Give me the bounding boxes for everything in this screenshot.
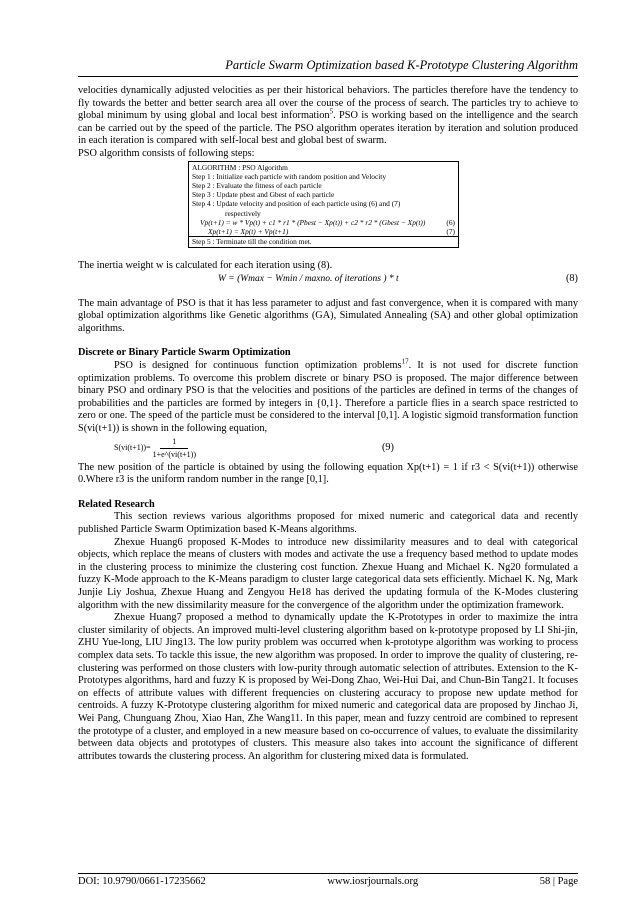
section-heading-binary-pso: Discrete or Binary Particle Swarm Optimization bbox=[78, 347, 291, 359]
eq6-formula: Vp(t+1) = w * Vp(t) + c1 * r1 * (Pbest − Xp(t)) + c2 * r2 * (Gbest − Xp(t)) bbox=[200, 217, 426, 227]
equation-6 bbox=[192, 218, 455, 227]
eq9-fraction bbox=[153, 436, 196, 462]
algo-step-5: Step 5 : Terminate till the condition met. bbox=[189, 236, 458, 246]
equation-8 bbox=[78, 273, 578, 286]
intro-text: velocities dynamically adjusted velocities as per their historical behaviors. The particles therefore have the tendency to fly towards the better and better search area all over the course of the process of search. The particles try to achieve to global minimum by using global and local best information bbox=[78, 85, 578, 122]
algo-step-4-cont: respectively bbox=[225, 208, 261, 218]
citation-ref: 17 bbox=[401, 357, 409, 366]
inertia-paragraph: The inertia weight w is calculated for each iteration using (8). bbox=[78, 260, 333, 272]
algo-step-1: Step 1 : Initialize each particle with random position and Velocity bbox=[192, 171, 387, 181]
intro-paragraph bbox=[78, 85, 578, 148]
citation-ref: 5 bbox=[329, 107, 334, 116]
eq7-number: (7) bbox=[446, 226, 455, 236]
related-paragraph-2: Zhexue Huang6 proposed K-Modes to introduce new dissimilarity measures and to deal with categorical objects, which replace the means of clusters with modes and activate the use a frequency based method to update modes in the clustering process to minimize the clustering cost function. Zhexue Huang and Michael K. Ng20 formulated a fuzzy K-Mode approach to the K-Means paradigm to cluster large categorical data sets efficiently. Michael K. Ng, Mark Junjie Liy Joshua, Zhexue Huang and Zengyou He18 has derived the updating formula of the K-Modes clustering algorithm with the new dissimilarity measure for the convergence of the algorithm under the optimization framework. bbox=[78, 536, 578, 611]
algo-step-4: Step 4 : Update velocity and position of each particle using (6) and (7) bbox=[192, 199, 401, 209]
related-paragraph-1: This section reviews various algorithms proposed for mixed numeric and categorical data and recently published Particle Swarm Optimization based K-Means algorithms. bbox=[78, 511, 578, 536]
eq9-number: (9) bbox=[381, 442, 394, 454]
sigmoid-formula bbox=[114, 436, 196, 462]
algo-step-3: Step 3 : Update pbest and Gbest of each particle bbox=[192, 190, 335, 200]
eq9-lhs: S(vi(t+1))= bbox=[114, 443, 151, 453]
footer-rule bbox=[78, 873, 578, 874]
footer-site: www.iosrjournals.org bbox=[327, 876, 419, 887]
binary-text: PSO is designed for continuous function optimization problems bbox=[114, 359, 402, 371]
eq8-number: (8) bbox=[565, 272, 578, 284]
article-body bbox=[78, 85, 578, 763]
steps-intro: PSO algorithm consists of following steps: bbox=[78, 147, 255, 159]
section-heading-related-research: Related Research bbox=[78, 498, 155, 510]
eq9-numerator: 1 bbox=[160, 436, 188, 450]
footer-doi: DOI: 10.9790/0661-17235662 bbox=[78, 876, 206, 887]
algo-step-2: Step 2 : Evaluate the fitness of each particle bbox=[192, 180, 322, 190]
equation-7 bbox=[192, 227, 455, 236]
algorithm-box bbox=[188, 161, 459, 249]
eq7-formula: Xp(t+1) = Xp(t) + Vp(t+1) bbox=[208, 226, 289, 236]
advantage-paragraph: The main advantage of PSO is that it has less parameter to adjust and fast convergence, when it is compared with many global optimization algorithms like Genetic algorithms (GA), Simulated Annealing (SA) and other global optimization algorithms. bbox=[78, 297, 578, 334]
new-position-paragraph: The new position of the particle is obtained by using the following equation Xp(t+1) = 1 if r3 < S(vi(t+1)) otherwise 0.Where r3 is the uniform random number in the range [0,1]. bbox=[78, 461, 578, 486]
eq9-denominator: 1+e^(vi(t+1)) bbox=[152, 450, 197, 460]
binary-pso-paragraph bbox=[78, 357, 579, 436]
running-header: Particle Swarm Optimization based K-Prototype Clustering Algorithm bbox=[225, 58, 578, 72]
header-rule bbox=[78, 76, 578, 77]
related-paragraph-3: Zhexue Huang7 proposed a method to dynamically update the K-Prototypes in order to maximize the intra cluster similarity of objects. An improved multi-level clustering algorithm based on k-prototype proposed by LI Shi-jin, ZHU Yue-long, LIU Jing13. The low purity problem was occurred when k-prototype algorithm was working to process complex data sets. To tackle this issue, the new algorithm was proposed. In order to improve the quality of clustering, re-clustering was performed on those clusters with low-purity through automatic selection of attributes. Extension to the K-Prototypes algorithms, hard and fuzzy K is proposed by Wei-Dong Zhao, Wei-Hui Dai, and Chun-Bin Tang21. It focuses on effects of attribute values with different frequencies on clustering accuracy to propose new update method for centroids. A fuzzy K-Prototype clustering algorithm for mixed numeric and categorical data are proposed by Jinchao Ji, Wei Pang, Chunguang Zhou, Xiao Han, Zhe Wang11. In this paper, mean and fuzzy centroid are combined to represent the prototype of a cluster, and employed in a new measure based on co-occurrence of values, to evaluate the dissimilarity between data objects and prototypes of clusters. This measure also takes into account the significance of different attributes towards the clustering process. An algorithm for clustering mixed data is formulated. bbox=[78, 612, 578, 762]
equation-9 bbox=[78, 436, 394, 462]
eq6-number: (6) bbox=[446, 217, 455, 227]
algo-title: ALGORITHM : PSO Algorithm bbox=[192, 162, 288, 172]
eq8-formula: W = (Wmax − Wmin / maxno. of iterations ) * t bbox=[218, 273, 399, 284]
binary-text-cont: . It is not used for discrete function optimization problems. To overcome this problem discrete or binary PSO is proposed. The major difference between binary PSO and ordinary PSO is that the velocities and positions of the particles are defined in terms of the changes of probabilities and the particles are formed by integers in {0,1}. Therefore a particle flies in a search space restricted to zero or one. The speed of the particle must be considered to the interval [0,1]. A logistic sigmoid transformation function S(vi(t+1)) is shown in the following equation, bbox=[78, 359, 579, 434]
footer-page-number: 58 | Page bbox=[539, 876, 578, 887]
intro-text-cont: . PSO is working based on the intelligence and the search can be carried out by the speed of the particle. The PSO algorithm operates iteration by iteration and solution produced in each iteration is compared with self-local best and global best of swarm. bbox=[78, 110, 578, 147]
page-footer bbox=[78, 876, 578, 887]
